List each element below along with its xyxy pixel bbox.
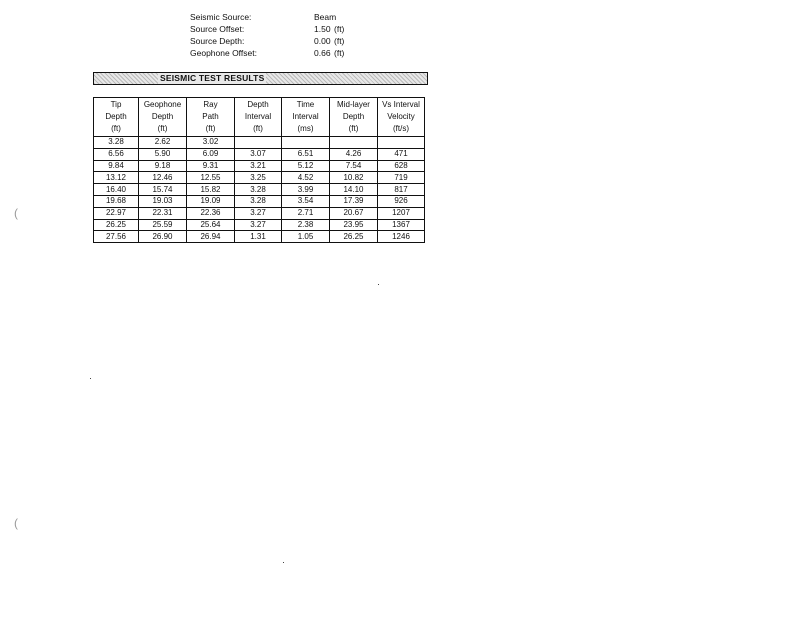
parameter-unit: (ft) <box>334 24 345 34</box>
table-cell: 1207 <box>378 207 425 219</box>
table-cell: 22.36 <box>187 207 235 219</box>
table-cell <box>282 137 330 149</box>
column-header-line: Tip <box>110 100 122 109</box>
table-cell: 23.95 <box>330 219 378 231</box>
table-cell: 22.31 <box>139 207 187 219</box>
table-cell: 5.12 <box>282 160 330 172</box>
column-header-line: (ft) <box>348 124 359 133</box>
table-cell: 3.27 <box>235 207 282 219</box>
column-header-line: Time <box>296 100 315 109</box>
table-row <box>94 148 425 160</box>
table-cell: 26.25 <box>330 231 378 243</box>
table-cell: 26.25 <box>94 219 139 231</box>
table-cell: 3.54 <box>282 195 330 207</box>
column-header <box>94 98 139 137</box>
column-header-line: Velocity <box>387 112 415 121</box>
table-cell: 3.28 <box>235 184 282 196</box>
table-row <box>94 195 425 207</box>
column-header <box>330 98 378 137</box>
table-cell: 3.21 <box>235 160 282 172</box>
table-cell: 13.12 <box>94 172 139 184</box>
table-cell: 1367 <box>378 219 425 231</box>
table-cell <box>330 137 378 149</box>
table-cell: 10.82 <box>330 172 378 184</box>
table-cell: 26.90 <box>139 231 187 243</box>
scan-mark: ( <box>14 516 18 530</box>
parameter-unit: (ft) <box>334 48 345 58</box>
scan-speck <box>90 378 91 379</box>
column-header-line: Depth <box>247 100 269 109</box>
table-cell: 4.52 <box>282 172 330 184</box>
column-header <box>187 98 235 137</box>
parameter-label: Source Depth: <box>190 36 245 46</box>
table-cell: 25.64 <box>187 219 235 231</box>
table-cell: 4.26 <box>330 148 378 160</box>
table-cell: 628 <box>378 160 425 172</box>
table-cell: 27.56 <box>94 231 139 243</box>
results-banner <box>93 72 428 85</box>
table-cell: 9.84 <box>94 160 139 172</box>
table-row <box>94 160 425 172</box>
parameter-value: 0.66 <box>314 48 331 58</box>
table-cell: 12.46 <box>139 172 187 184</box>
column-header-line: Interval <box>244 112 272 121</box>
table-row <box>94 172 425 184</box>
seismic-results-table <box>93 97 425 243</box>
table-cell: 6.56 <box>94 148 139 160</box>
column-header-line: Ray <box>203 100 218 109</box>
table-cell: 2.71 <box>282 207 330 219</box>
table-cell: 2.62 <box>139 137 187 149</box>
parameter-value: 0.00 <box>314 36 331 46</box>
column-header <box>139 98 187 137</box>
column-header-line: (ft) <box>253 124 263 133</box>
column-header <box>378 98 425 137</box>
table-cell: 19.09 <box>187 195 235 207</box>
table-cell: 3.28 <box>94 137 139 149</box>
column-header-line: (ft) <box>111 124 121 133</box>
results-banner-title: SEISMIC TEST RESULTS <box>160 73 265 83</box>
table-cell: 3.28 <box>235 195 282 207</box>
column-header-line: Path <box>202 112 219 121</box>
table-cell: 926 <box>378 195 425 207</box>
table-cell: 22.97 <box>94 207 139 219</box>
table-cell: 719 <box>378 172 425 184</box>
scan-mark: ( <box>14 206 18 220</box>
table-cell: 6.51 <box>282 148 330 160</box>
table-cell: 25.59 <box>139 219 187 231</box>
table-cell: 3.27 <box>235 219 282 231</box>
table-cell <box>378 137 425 149</box>
table-cell: 1.31 <box>235 231 282 243</box>
column-header-line: (ft) <box>205 124 216 133</box>
table-cell: 15.74 <box>139 184 187 196</box>
table-cell: 1246 <box>378 231 425 243</box>
table-cell: 20.67 <box>330 207 378 219</box>
column-header-line: (ms) <box>297 124 314 133</box>
column-header <box>235 98 282 137</box>
column-header-line: Depth <box>342 112 365 121</box>
table-cell: 3.25 <box>235 172 282 184</box>
column-header-line: (ft/s) <box>393 124 409 133</box>
table-row <box>94 219 425 231</box>
parameter-value: 1.50 <box>314 24 331 34</box>
table-cell: 7.54 <box>330 160 378 172</box>
parameter-label: Geophone Offset: <box>190 48 257 58</box>
column-header-line: Mid-layer <box>337 100 370 109</box>
table-row <box>94 231 425 243</box>
scan-speck <box>283 562 284 563</box>
table-cell: 2.38 <box>282 219 330 231</box>
table-row <box>94 137 425 149</box>
column-header-line: Depth <box>105 112 127 121</box>
column-header <box>282 98 330 137</box>
column-header-line: Geophone <box>143 100 182 109</box>
table-row <box>94 184 425 196</box>
table-cell: 14.10 <box>330 184 378 196</box>
table-cell: 817 <box>378 184 425 196</box>
parameter-label: Seismic Source: <box>190 12 252 22</box>
table-cell: 15.82 <box>187 184 235 196</box>
table-cell: 471 <box>378 148 425 160</box>
column-header-line: Depth <box>151 112 174 121</box>
table-cell: 9.18 <box>139 160 187 172</box>
table-cell: 26.94 <box>187 231 235 243</box>
table-cell: 19.03 <box>139 195 187 207</box>
table-cell: 3.02 <box>187 137 235 149</box>
table-cell: 12.55 <box>187 172 235 184</box>
table-cell: 1.05 <box>282 231 330 243</box>
table-cell: 9.31 <box>187 160 235 172</box>
table-cell <box>235 137 282 149</box>
table-row <box>94 207 425 219</box>
parameter-value: Beam <box>314 12 337 22</box>
table-header-row <box>94 98 425 137</box>
column-header-line: Vs Interval <box>382 100 420 109</box>
table-cell: 5.90 <box>139 148 187 160</box>
table-cell: 3.07 <box>235 148 282 160</box>
parameter-unit: (ft) <box>334 36 345 46</box>
scan-speck <box>378 284 379 285</box>
table-cell: 16.40 <box>94 184 139 196</box>
table-cell: 3.99 <box>282 184 330 196</box>
parameter-label: Source Offset: <box>190 24 245 34</box>
table-cell: 19.68 <box>94 195 139 207</box>
column-header-line: Interval <box>292 112 319 121</box>
table-cell: 6.09 <box>187 148 235 160</box>
column-header-line: (ft) <box>157 124 168 133</box>
table-cell: 17.39 <box>330 195 378 207</box>
